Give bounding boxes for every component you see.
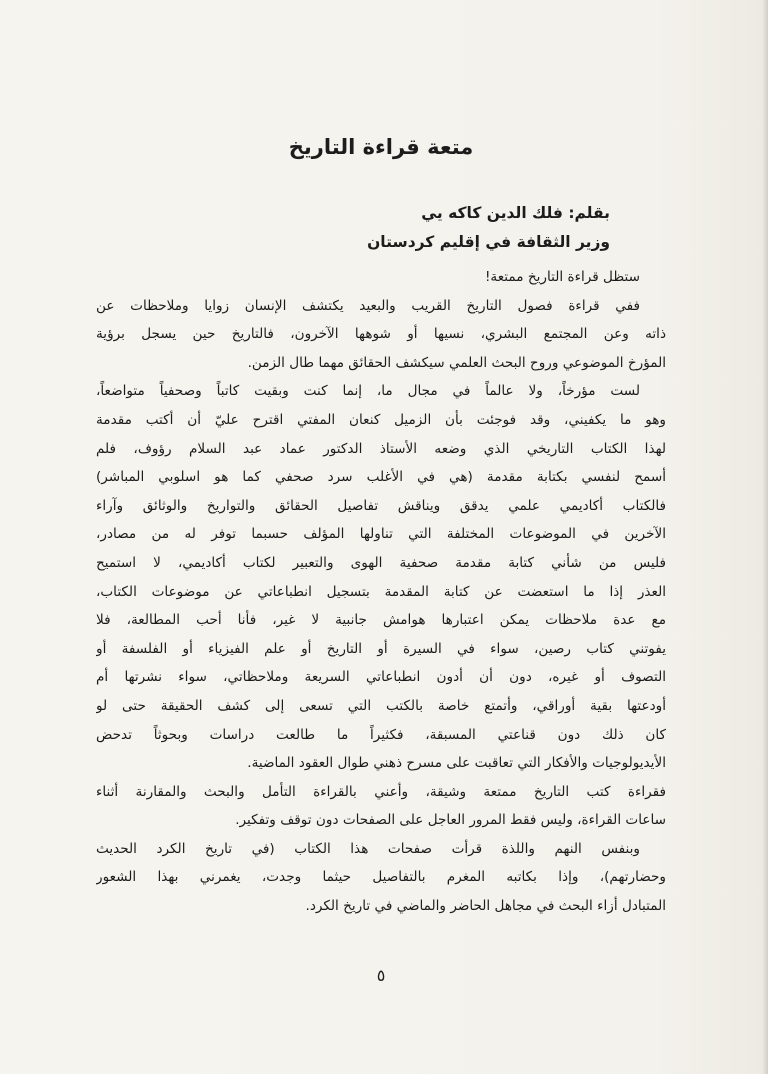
body-text [96, 263, 666, 921]
text-line: وبنفس النهم واللذة قرأت صفحات هذا الكتاب (في تاريخ الكرد الحديث [96, 840, 640, 857]
page-edge-shadow [762, 0, 768, 1074]
author-position-line: وزير الثقافة في إقليم كردستان [367, 233, 610, 251]
text-line: كان ذلك دون قناعتي المسبقة، فكثيراً ما طالعت دراسات وبحوثاً تدحض [96, 726, 666, 743]
page-title: متعة قراءة التاريخ [288, 135, 474, 159]
text-line: فالكتاب أكاديمي علمي يدقق ويناقش تفاصيل الحقائق والتواريخ والوثائق وآراء [96, 497, 666, 514]
text-line: ذاته وعن المجتمع البشري، نسيها أو شوهها الآخرون، فالتاريخ حين يسجل برؤية [96, 326, 666, 343]
text-line: وهو ما يكفيني، وقد فوجئت بأن الزميل كنعان المفتي اقترح عليّ أن أكتب مقدمة [96, 411, 666, 428]
text-line: لست مؤرخاً، ولا عالماً في مجال ما، إنما كنت وبقيت كاتباً وصحفياً متواضعاً، [96, 383, 640, 400]
text-line: مع عدة ملاحظات يمكن اعتبارها هوامش جانبية لا غير، فأنا أحب المطالعة، فلا [96, 612, 666, 629]
text-line: ففي قراءة فصول التاريخ القريب والبعيد يكتشف الإنسان زوايا وملاحظات عن [96, 297, 640, 314]
text-line: يفوتني كتاب رصين، سواء في السيرة أو التاريخ أو علم الفيزياء أو الفلسفة أو [96, 640, 666, 657]
text-line: التصوف أو غيره، دون أن أدون انطباعاتي السريعة وملاحظاتي، سواء نشرتها أم [96, 669, 666, 686]
author-line: بقلم: فلك الدين كاكه يي [421, 204, 610, 222]
text-line: الآخرين في الموضوعات المختلفة التي تناولها المؤلف حسبما توفر له من مصادر، [96, 526, 666, 543]
text-line: أسمح لنفسي بكتابة مقدمة (هي في الأغلب سرد صحفي كما هو اسلوبي المباشر) [96, 469, 666, 486]
text-line: فليس من شأني كتابة مقدمة صحفية الهوى والتعبير لكتاب أكاديمي، لا استميح [96, 554, 666, 571]
text-line: ستظل قراءة التاريخ ممتعة! [484, 269, 640, 285]
text-line: ساعات القراءة، وليس فقط المرور العاجل على الصفحات دون توقف وتفكير. [235, 812, 666, 829]
page-content [96, 0, 666, 1074]
text-line: وحضارتهم)، وإذا بكاتبه المغرم بالتفاصيل حيثما وجدت، يغمرني بهذا الشعور [96, 869, 666, 886]
page-number: ٥ [376, 966, 386, 985]
text-line: العذر إذا ما استعضت عن كتابة المقدمة بتسجيل انطباعاتي عن موضوعات الكتاب، [96, 583, 666, 600]
text-line: المؤرخ الموضوعي وروح البحث العلمي سيكشف الحقائق مهما طال الزمن. [247, 354, 666, 371]
text-line: فقراءة كتب التاريخ ممتعة وشيقة، وأعني بالقراءة التأمل والبحث والمقارنة أثناء [96, 783, 666, 800]
text-line: أودعتها بقية أوراقي، وأتمتع خاصة بالكتب التي تسعى إلى كشف الحقيقة حتى لو [96, 697, 666, 714]
text-line: المتبادل أزاء البحث في مجاهل الحاضر والماضي في تاريخ الكرد. [305, 898, 666, 915]
text-line: الأيديولوجيات والأفكار التي تعاقبت على مسرح ذهني طوال العقود الماضية. [247, 755, 666, 772]
text-line: لهذا الكتاب التاريخي الذي وضعه الأستاذ الدكتور عماد عبد السلام رؤوف، فلم [96, 440, 666, 457]
